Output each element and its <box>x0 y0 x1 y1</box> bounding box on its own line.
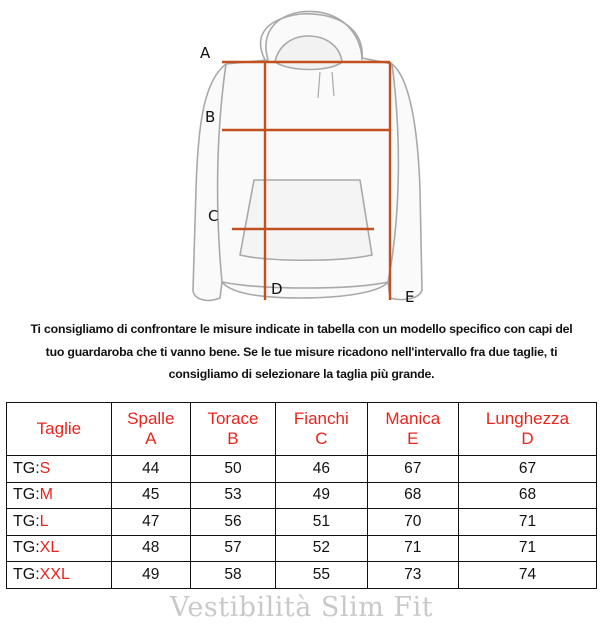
value-cell: 53 <box>190 482 275 509</box>
value-cell: 50 <box>190 456 275 483</box>
size-table <box>6 402 597 589</box>
value-cell: 51 <box>276 509 367 536</box>
label-b: B <box>205 108 216 126</box>
header-chest: Torace B <box>190 403 275 456</box>
size-cell: TG:XXL <box>7 562 112 589</box>
label-d: D <box>271 280 283 298</box>
value-cell: 45 <box>111 482 190 509</box>
value-cell: 71 <box>367 535 458 562</box>
value-cell: 44 <box>111 456 190 483</box>
value-cell: 71 <box>459 509 597 536</box>
hoodie-measurement-diagram <box>0 0 603 312</box>
value-cell: 56 <box>190 509 275 536</box>
size-cell: TG:XL <box>7 535 112 562</box>
value-cell: 57 <box>190 535 275 562</box>
label-e: E <box>405 288 415 306</box>
table-row <box>7 456 597 483</box>
size-cell: TG:S <box>7 456 112 483</box>
value-cell: 73 <box>367 562 458 589</box>
value-cell: 58 <box>190 562 275 589</box>
table-row <box>7 509 597 536</box>
header-sleeve: Manica E <box>367 403 458 456</box>
value-cell: 47 <box>111 509 190 536</box>
header-shoulders: Spalle A <box>111 403 190 456</box>
header-hips: Fianchi C <box>276 403 367 456</box>
hoodie-outline <box>193 11 422 300</box>
fit-title: Vestibilità Slim Fit <box>169 592 434 623</box>
header-length: Lunghezza D <box>459 403 597 456</box>
label-c: C <box>208 207 219 225</box>
table-row <box>7 535 597 562</box>
value-cell: 67 <box>367 456 458 483</box>
size-table-header-row <box>7 403 597 456</box>
size-cell: TG:M <box>7 482 112 509</box>
value-cell: 48 <box>111 535 190 562</box>
label-a: A <box>200 44 211 62</box>
table-row <box>7 482 597 509</box>
value-cell: 67 <box>459 456 597 483</box>
note-line-2: tuo guardaroba che ti vanno bene. Se le tue misure ricadono nell'intervallo fra due taglie, ti <box>45 344 558 359</box>
note-line-3: consigliamo di selezionare la taglia più grande. <box>168 367 435 381</box>
value-cell: 68 <box>459 482 597 509</box>
value-cell: 70 <box>367 509 458 536</box>
value-cell: 71 <box>459 535 597 562</box>
value-cell: 46 <box>276 456 367 483</box>
note-line-1: Ti consigliamo di confrontare le misure indicate in tabella con un modello specifico con capi del <box>30 322 573 336</box>
header-size: Taglie <box>7 403 112 456</box>
value-cell: 74 <box>459 562 597 589</box>
value-cell: 55 <box>276 562 367 589</box>
value-cell: 68 <box>367 482 458 509</box>
value-cell: 49 <box>276 482 367 509</box>
value-cell: 49 <box>111 562 190 589</box>
size-cell: TG:L <box>7 509 112 536</box>
table-row <box>7 562 597 589</box>
size-advice-note <box>0 318 603 386</box>
value-cell: 52 <box>276 535 367 562</box>
